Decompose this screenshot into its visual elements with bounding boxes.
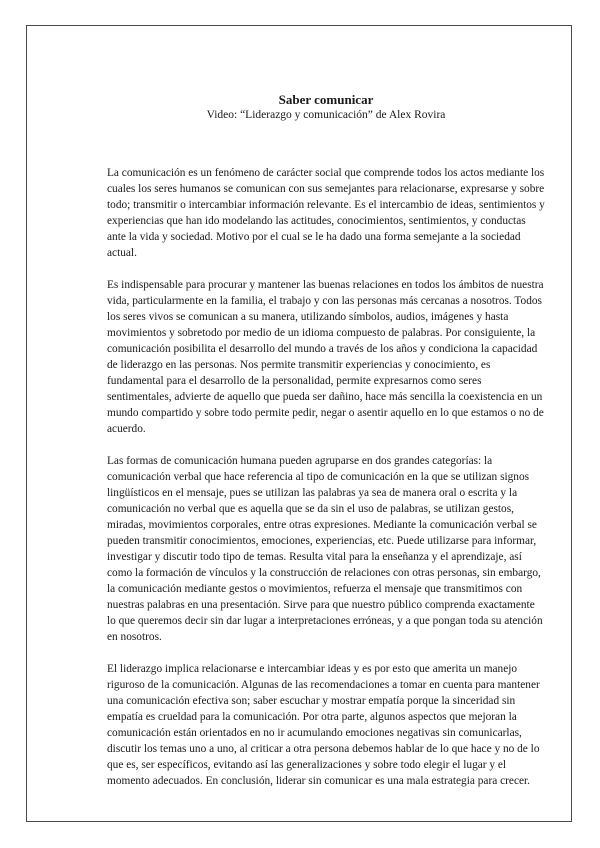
paragraph-2: Es indispensable para procurar y mantener las buenas relaciones en todos los ámbitos de nuestra vida, particularmente en la familia, el trabajo y con las personas más cercanas a nosotros. Todos los seres vivos se comunican a su manera, utilizando símbolos, audios, imágenes y hasta movimientos y sobretodo por medio de un idioma compuesto de palabras. Por consiguiente, la comunicación posibilita el desarrollo del mundo a través de los años y condiciona la capacidad de liderazgo en las personas. Nos permite transmitir experiencias y conocimiento, es fundamental para el desarrollo de la personalidad, permite expresarnos como seres sentimentales, advierte de aquello que pueda ser dañino, hace más sencilla la coexistencia en un mundo compartido y sobre todo permite pedir, negar o asentir aquello en lo que estamos o no de acuerdo. [107, 279, 544, 435]
document-page [26, 25, 572, 822]
paragraph-3: Las formas de comunicación humana pueden agruparse en dos grandes categorías: la comunicación verbal que hace referencia al tipo de comunicación en la que se utilizan signos lingüísticos en el mensaje, pues se utilizan las palabras ya sea de manera oral o escrita y la comunicación no verbal que es aquella que se da sin el uso de palabras, se utilizan gestos, miradas, movimientos corporales, entre otras expresiones. Mediante la comunicación verbal se pueden transmitir conocimientos, emociones, experiencias, etc. Puede utilizarse para informar, investigar y discutir todo tipo de temas. Resulta vital para la enseñanza y el aprendizaje, así como la formación de vínculos y la construcción de relaciones con otras personas, sin embargo, la comunicación mediante gestos o movimientos, refuerza el mensaje que transmitimos con nuestras palabras en una presentación. Sirve para que nuestro público comprenda exactamente lo que queremos decir sin dar lugar a interpretaciones erróneas, y a que pongan toda su atención en nosotros. [107, 455, 543, 643]
document-subtitle: Video: “Liderazgo y comunicación” de Alex Rovira [206, 109, 446, 121]
document-body [107, 92, 545, 805]
document-title: Saber comunicar [278, 92, 374, 107]
paragraph-1: La comunicación es un fenómeno de carácter social que comprende todos los actos mediante los cuales los seres humanos se comunican con sus semejantes para relacionarse, expresarse y sobre todo; transmitir o intercambiar información relevante. Es el intercambio de ideas, sentimientos y experiencias que han ido modelando las actitudes, conocimientos, sentimientos, y conductas ante la vida y sociedad. Motivo por el cual se le ha dado una forma semejante a la sociedad actual. [107, 167, 545, 259]
paragraph-4: El liderazgo implica relacionarse e intercambiar ideas y es por esto que amerita un manejo riguroso de la comunicación. Algunas de las recomendaciones a tomar en cuenta para mantener una comunicación efectiva son; saber escuchar y mostrar empatía porque la sinceridad sin empatía es crueldad para la comunicación. Por otra parte, algunos aspectos que mejoran la comunicación están orientados en no ir acumulando emociones negativas sin comunicarlas, discutir los temas uno a uno, al criticar a otra persona debemos hablar de lo que hace y no de lo que es, ser específicos, evitando así las generalizaciones y sobre todo elegir el lugar y el momento adecuados. En conclusión, liderar sin comunicar es una mala estrategia para crecer. [107, 663, 540, 787]
